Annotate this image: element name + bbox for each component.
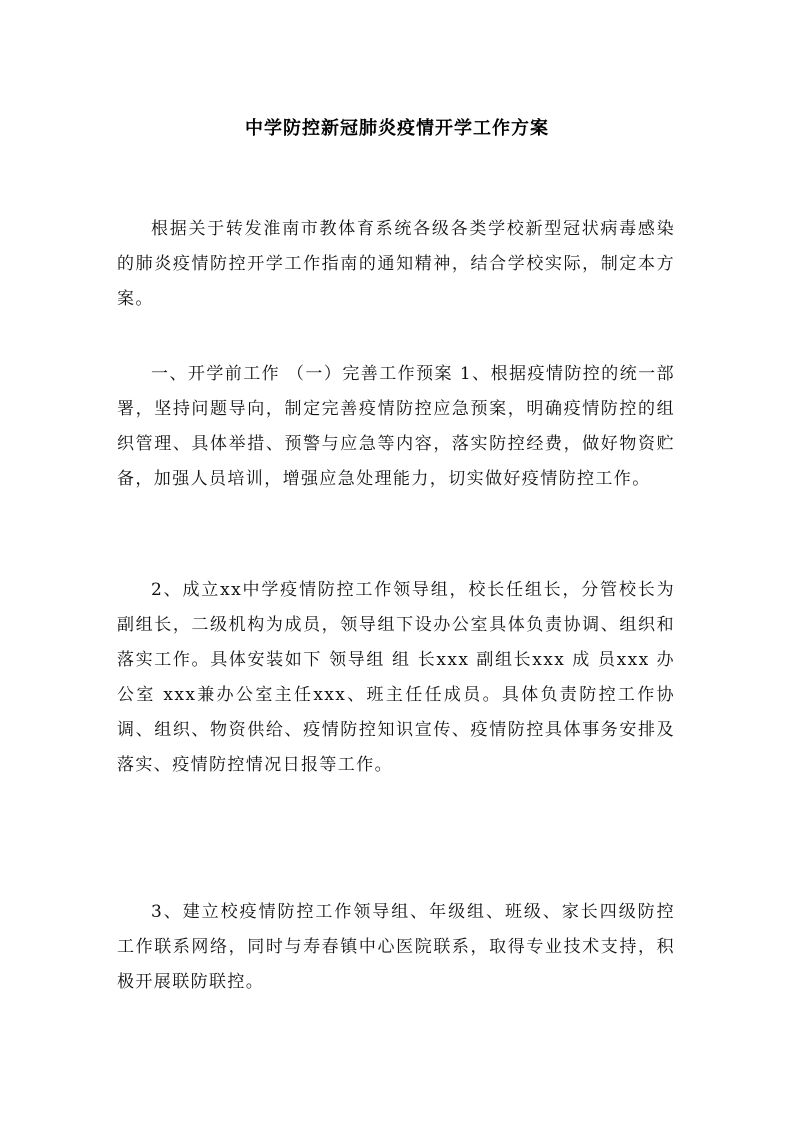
paragraph-pre-school-plan: 一、开学前工作 （一）完善工作预案 1、根据疫情防控的统一部署，坚持问题导向，制定完善疫情防控应急预案，明确疫情防控的组织管理、具体举措、预警与应急等内容，落实防控经费，做好物资贮备，加强人员培训，增强应急处理能力，切实做好疫情防控工作。: [117, 364, 675, 489]
paragraph-leadership-group: 2、成立xx中学疫情防控工作领导组，校长任组长，分管校长为副组长，二级机构为成员，领导组下设办公室具体负责协调、组织和落实工作。具体安装如下 领导组 组 长xxx 副组长xxx 成 员xxx 办公室 xxx兼办公室主任xxx、班主任任成员。具体负责防控工作协调、组织、物资供给、疫情防控知识宣传、疫情防控具体事务安排及落实、疫情防控情况日报等工作。: [117, 580, 675, 775]
paragraph-contact-network: 3、建立校疫情防控工作领导组、年级组、班级、家长四级防控工作联系网络，同时与寿春镇中心医院联系，取得专业技术支持，积极开展联防联控。: [117, 902, 675, 992]
paragraph-intro: 根据关于转发淮南市教体育系统各级各类学校新型冠状病毒感染的肺炎疫情防控开学工作指南的通知精神，结合学校实际，制定本方案。: [117, 219, 675, 309]
document-title: 中学防控新冠肺炎疫情开学工作方案: [245, 118, 549, 139]
